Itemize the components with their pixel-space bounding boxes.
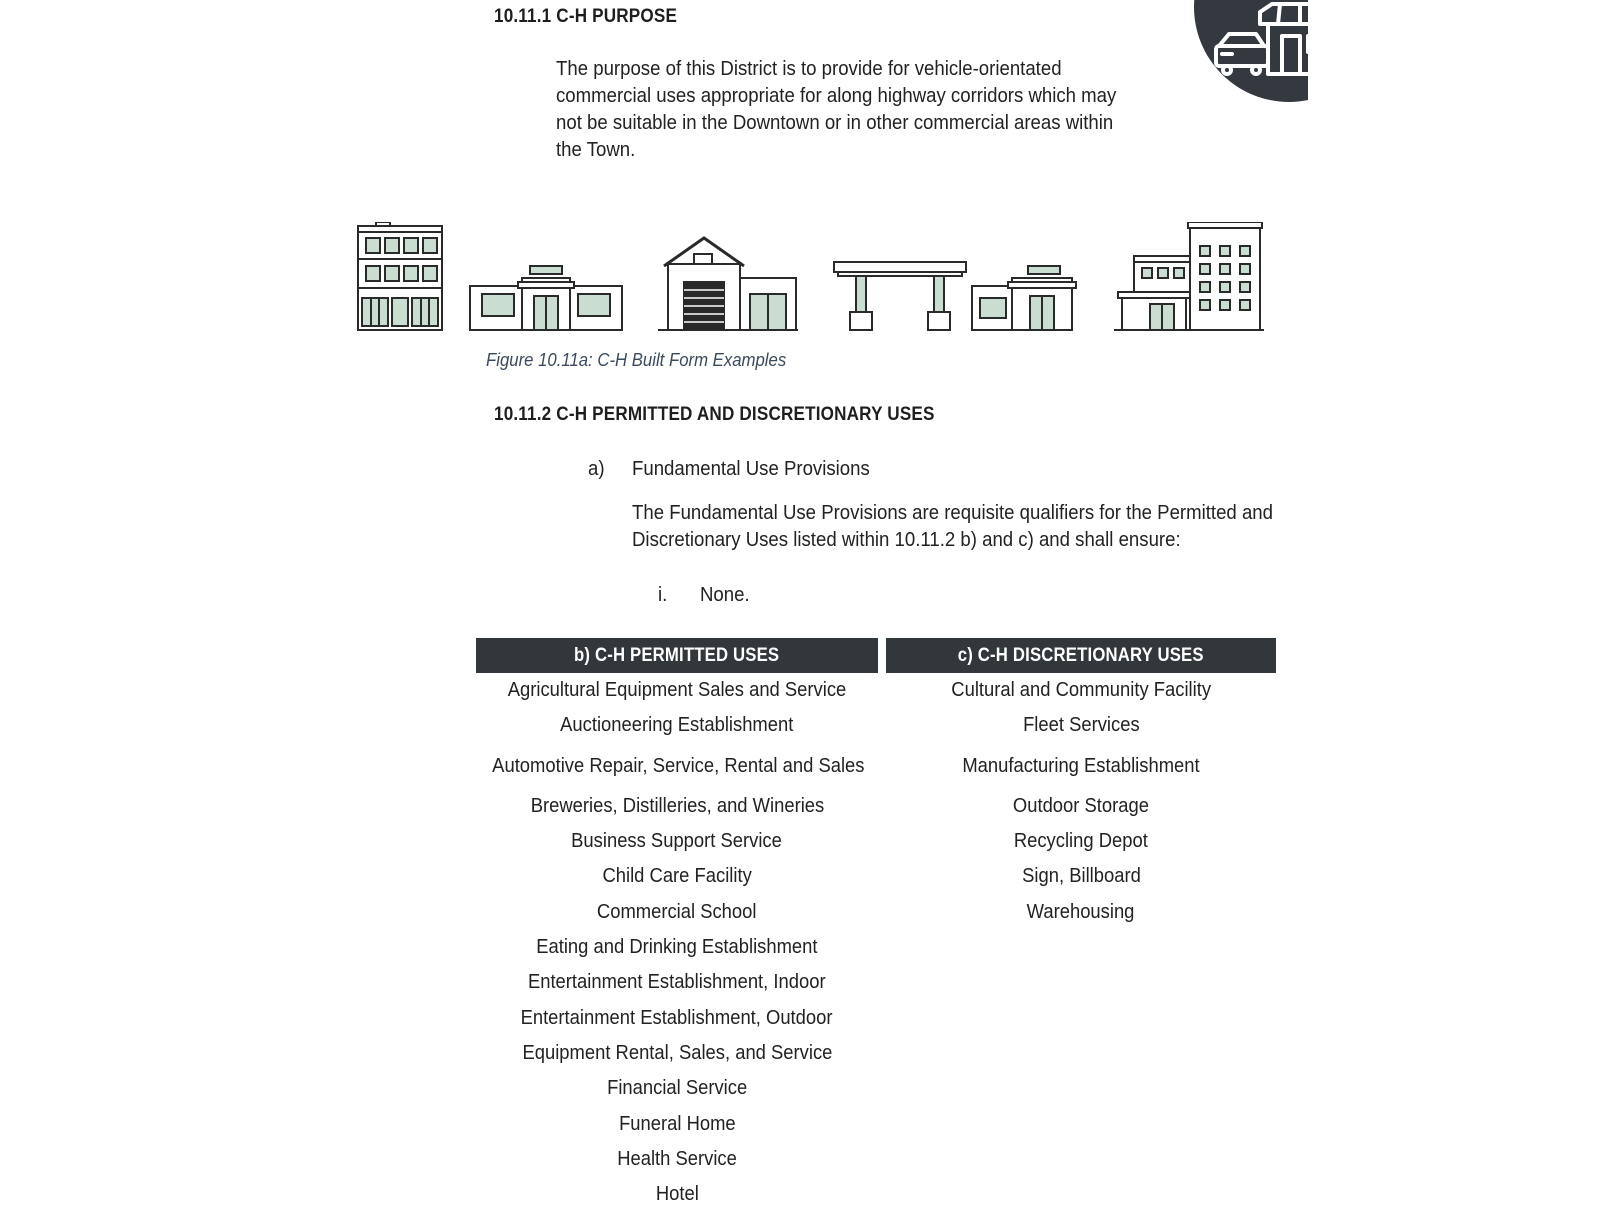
- list-item: Breweries, Distilleries, and Wineries: [530, 794, 824, 817]
- list-item: Funeral Home: [618, 1112, 736, 1135]
- list-item: Business Support Service: [571, 830, 783, 853]
- list-item: Financial Service: [606, 1077, 748, 1100]
- built-form-illustration: [354, 222, 1284, 334]
- discretionary-uses-header: c) C-H DISCRETIONARY USES: [886, 638, 1276, 673]
- list-item: Commercial School: [597, 900, 757, 923]
- permitted-uses-header: b) C-H PERMITTED USES: [476, 638, 878, 673]
- list-item: Entertainment Establishment, Indoor: [528, 971, 826, 994]
- list-item: Child Care Facility: [602, 865, 752, 888]
- page-margin: [1308, 0, 1600, 200]
- list-item: Cultural and Community Facility: [951, 679, 1211, 701]
- item-a-title: Fundamental Use Provisions: [632, 458, 870, 480]
- garage-workshop-icon: [658, 238, 798, 330]
- section-heading-purpose: 10.11.1 C-H PURPOSE: [494, 6, 678, 27]
- list-item: Outdoor Storage: [1012, 794, 1150, 817]
- figure-caption: Figure 10.11a: C-H Built Form Examples: [486, 350, 787, 370]
- list-item: Equipment Rental, Sales, and Service: [522, 1041, 832, 1064]
- item-a-marker: a): [588, 458, 605, 480]
- section-heading-uses: 10.11.2 C-H PERMITTED AND DISCRETIONARY USES: [494, 404, 935, 425]
- sub-item-text: None.: [700, 584, 750, 606]
- sub-item-marker: i.: [658, 584, 668, 606]
- office-building-icon: [1114, 222, 1264, 330]
- list-item: Health Service: [617, 1147, 737, 1170]
- list-item: Eating and Drinking Establishment: [536, 936, 818, 959]
- list-item: Hotel: [655, 1183, 699, 1206]
- list-item: Automotive Repair, Service, Rental and Sales: [492, 754, 865, 777]
- discretionary-uses-list: [886, 673, 1276, 930]
- list-item: Warehousing: [1027, 900, 1135, 923]
- list-item: Fleet Services: [1022, 714, 1140, 737]
- multi-storey-building-icon: [358, 222, 442, 330]
- list-item: Entertainment Establishment, Outdoor: [521, 1006, 833, 1029]
- small-retail-icon: [972, 266, 1076, 330]
- list-item: Manufacturing Establishment: [962, 754, 1200, 777]
- list-item: Agricultural Equipment Sales and Service: [507, 679, 847, 701]
- purpose-paragraph: The purpose of this District is to provide for vehicle-orientated commercial uses appropriate for along highway corridors which may not be suitable in the Downtown or in other commercial areas within the Town.: [556, 58, 1117, 161]
- list-item: Sign, Billboard: [1021, 865, 1141, 888]
- permitted-uses-list: [476, 673, 878, 1212]
- list-item: Auctioneering Establishment: [560, 714, 794, 737]
- strip-commercial-icon: [470, 266, 622, 330]
- gas-canopy-icon: [834, 262, 966, 330]
- item-a-paragraph: The Fundamental Use Provisions are requisite qualifiers for the Permitted and Discretionary Uses listed within 10.11.2 b) and c) and shall ensure:: [632, 502, 1273, 551]
- list-item: Recycling Depot: [1014, 830, 1148, 853]
